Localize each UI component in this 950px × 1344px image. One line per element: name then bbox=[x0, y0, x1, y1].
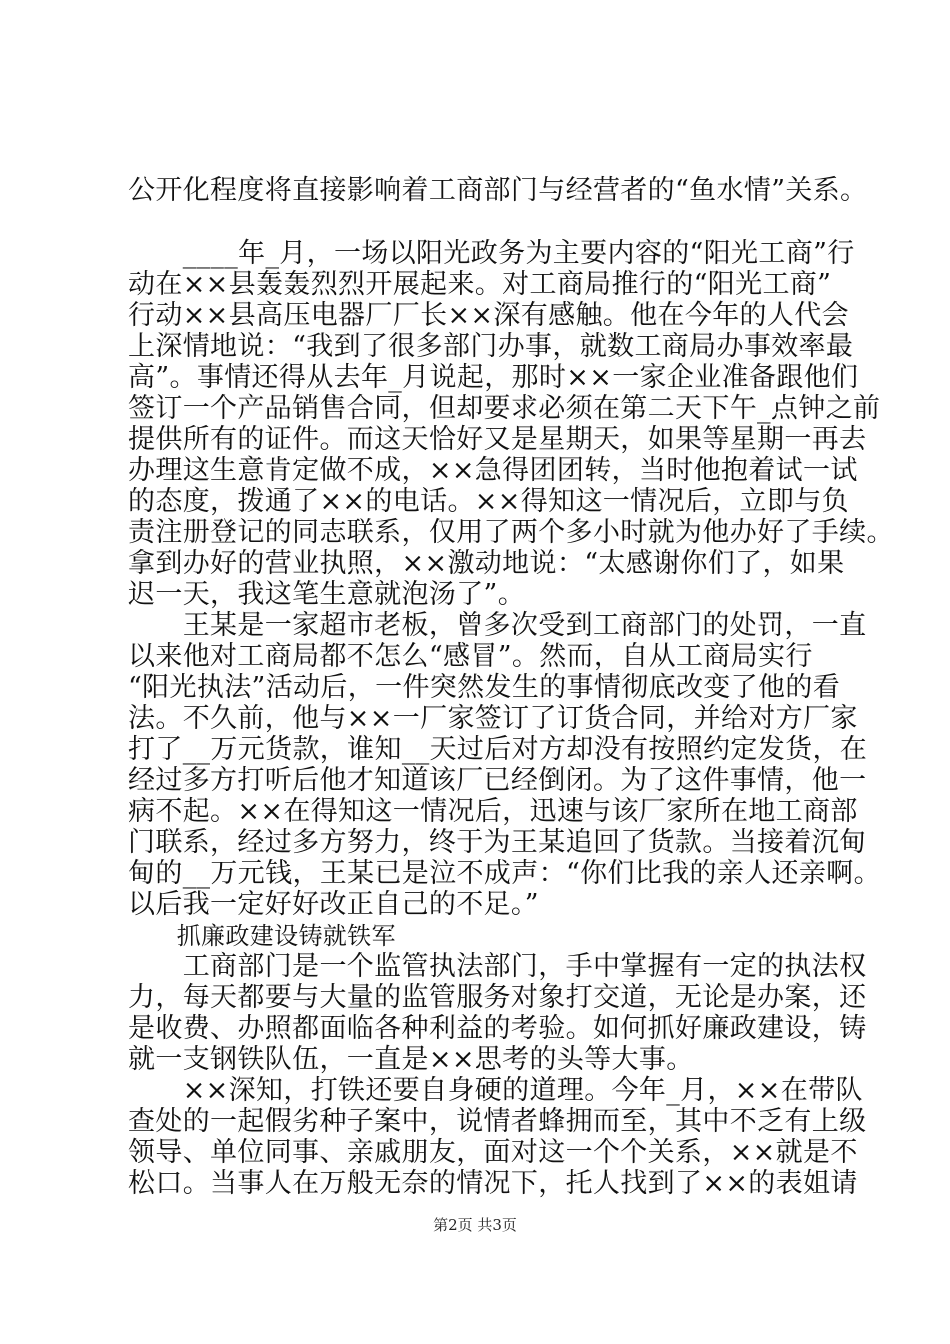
text-line: 查处的一起假劣种子案中，说情者蜂拥而至，其中不乏有上级 bbox=[128, 1106, 867, 1137]
text-line: 拿到办好的营业执照，××激动地说：“太感谢你们了，如果 bbox=[128, 548, 845, 579]
text-line: 是收费、办照都面临各种利益的考验。如何抓好廉政建设，铸 bbox=[128, 1013, 867, 1044]
text-line: 迟一天，我这笔生意就泡汤了”。 bbox=[128, 579, 526, 610]
text-line: 门联系，经过多方努力，终于为王某追回了货款。当接着沉甸 bbox=[128, 827, 867, 858]
text-line: 公开化程度将直接影响着工商部门与经营者的“鱼水情”关系。 bbox=[128, 175, 868, 206]
text-line: 就一支钢铁队伍，一直是××思考的头等大事。 bbox=[128, 1044, 694, 1075]
text-line: 经过多方打听后他才知道该厂已经倒闭。为了这件事情，他一 bbox=[128, 765, 867, 796]
text-line: 以来他对工商局都不怎么“感冒”。然而，自从工商局实行 bbox=[128, 641, 813, 672]
text-line: 力，每天都要与大量的监管服务对象打交道，无论是办案，还 bbox=[128, 982, 867, 1013]
text-line: 行动××县高压电器厂厂长××深有感触。他在今年的人代会 bbox=[128, 300, 849, 331]
text-line: 签订一个产品销售合同，但却要求必须在第二天下午_点钟之前 bbox=[128, 393, 881, 424]
section-heading: 抓廉政建设铸就铁军 bbox=[128, 922, 396, 950]
text-line: 松口。当事人在万般无奈的情况下，托人找到了××的表姐请 bbox=[128, 1168, 858, 1199]
text-line: 王某是一家超市老板，曾多次受到工商部门的处罚，一直 bbox=[128, 610, 867, 641]
text-line: 提供所有的证件。而这天恰好又是星期天，如果等星期一再去 bbox=[128, 424, 867, 455]
text-line: 以后我一定好好改正自己的不足。” bbox=[128, 889, 539, 920]
text-line: 上深情地说：“我到了很多部门办事，就数工商局办事效率最 bbox=[128, 331, 854, 362]
text-line: 高”。事情还得从去年_月说起，那时××一家企业准备跟他们 bbox=[128, 362, 859, 393]
page-footer: 第2页 共3页 bbox=[433, 1216, 517, 1234]
text-line: 责注册登记的同志联系，仅用了两个多小时就为他办好了手续。 bbox=[128, 517, 894, 548]
text-line: 的态度，拨通了××的电话。××得知这一情况后，立即与负 bbox=[128, 486, 849, 517]
text-line: 甸的__万元钱，王某已是泣不成声：“你们比我的亲人还亲啊。 bbox=[128, 858, 881, 889]
text-line: ____年_月，一场以阳光政务为主要内容的“阳光工商”行 bbox=[128, 238, 855, 269]
text-line: 打了__万元货款，谁知__天过后对方却没有按照约定发货，在 bbox=[128, 734, 868, 765]
text-line: “阳光执法”活动后，一件突然发生的事情彻底改变了他的看 bbox=[128, 672, 841, 703]
text-line: 法。不久前，他与××一厂家签订了订货合同，并给对方厂家 bbox=[128, 703, 858, 734]
text-line: 病不起。××在得知这一情况后，迅速与该厂家所在地工商部 bbox=[128, 796, 858, 827]
text-line: 动在××县轰轰烈烈开展起来。对工商局推行的“阳光工商” bbox=[128, 269, 832, 300]
text-line: 办理这生意肯定做不成，××急得团团转，当时他抱着试一试 bbox=[128, 455, 858, 486]
text-line: 领导、单位同事、亲戚朋友，面对这一个个关系，××就是不 bbox=[128, 1137, 858, 1168]
text-line: 工商部门是一个监管执法部门，手中掌握有一定的执法权 bbox=[128, 951, 867, 982]
text-line: ××深知，打铁还要自身硬的道理。今年_月，××在带队 bbox=[128, 1075, 863, 1106]
